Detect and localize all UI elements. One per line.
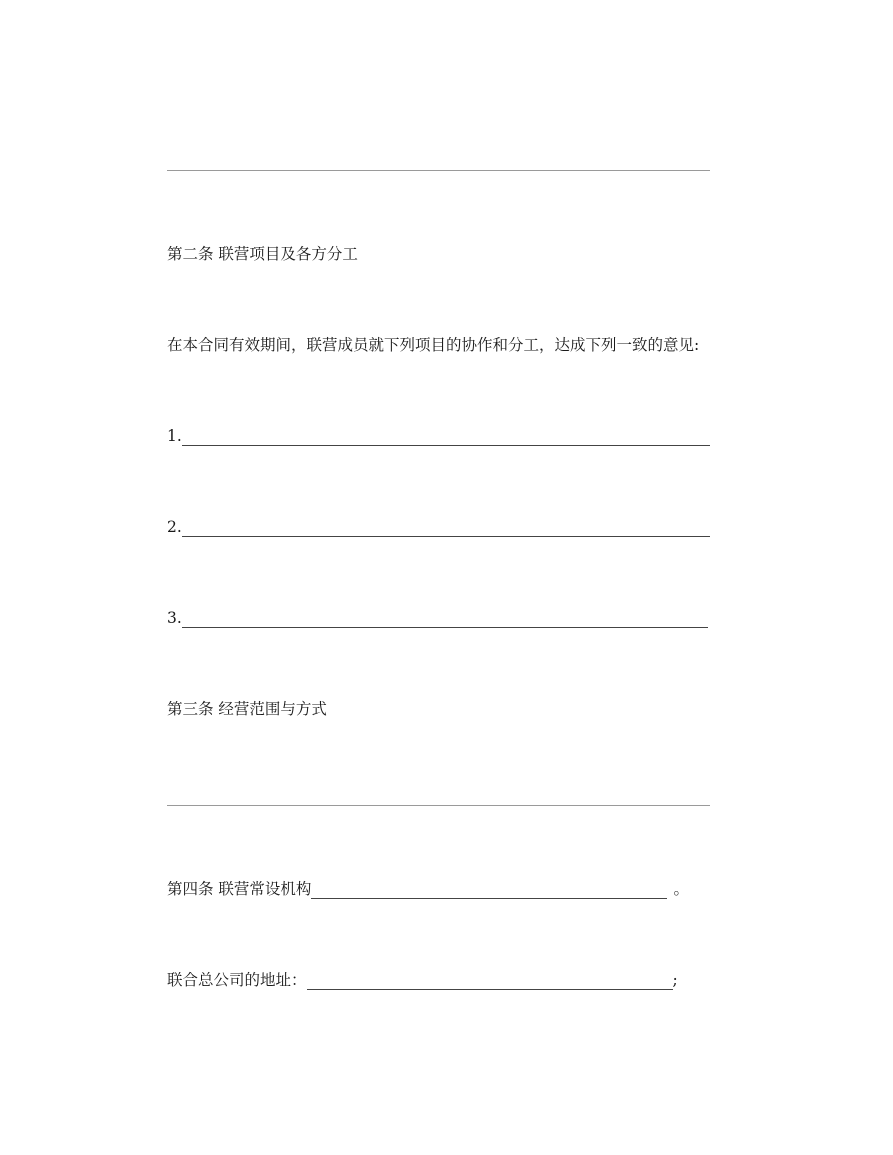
article-4-blank[interactable]: [311, 881, 667, 899]
article-3-heading: [167, 699, 327, 719]
article-2-intro-text: 在本合同有效期间，联营成员就下列项目的协作和分工，达成下列一致的意见:: [167, 336, 700, 354]
address-end-punct: ;: [672, 971, 678, 989]
item-1-line: [167, 426, 710, 446]
article-2-heading-text: 第二条 联营项目及各方分工: [167, 245, 358, 263]
address-line: [167, 970, 678, 990]
article-3-heading-text: 第三条 经营范围与方式: [167, 700, 327, 718]
article-4-label: 第四条 联营常设机构: [167, 880, 312, 898]
item-3-number: 3.: [167, 609, 182, 627]
item-3-line: [167, 608, 708, 628]
article-3-blank-rule: [167, 805, 710, 806]
article-4-line: [167, 879, 689, 899]
article-2-intro: [167, 335, 699, 355]
article-4-end-punct: 。: [673, 880, 689, 898]
top-blank-rule: [167, 170, 710, 171]
item-1-blank[interactable]: [182, 428, 710, 446]
item-2-blank[interactable]: [182, 519, 710, 537]
item-2-line: [167, 517, 710, 537]
address-blank[interactable]: [307, 972, 673, 990]
item-3-blank[interactable]: [182, 610, 708, 628]
address-label: 联合总公司的地址：: [167, 971, 307, 989]
item-1-number: 1.: [167, 427, 182, 445]
item-2-number: 2.: [167, 518, 182, 536]
article-2-heading: [167, 244, 358, 264]
